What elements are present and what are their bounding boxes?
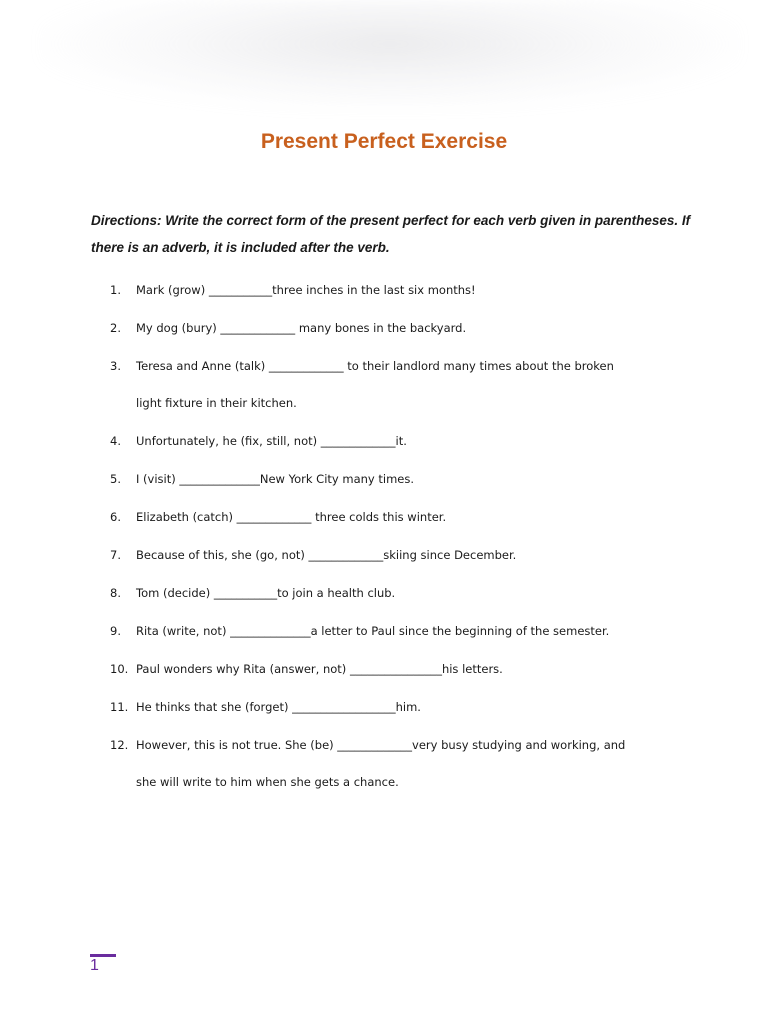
exercise-item-8: [110, 584, 710, 603]
item-line-1: He thinks that she (forget) __________________him.: [136, 700, 421, 714]
item-number: 6.: [110, 510, 121, 524]
item-line-1: However, this is not true. She (be) _____________very busy studying and working, and: [136, 738, 626, 752]
item-line-1: Teresa and Anne (talk) _____________ to their landlord many times about the broken: [136, 359, 614, 373]
item-line-1: Rita (write, not) ______________a letter to Paul since the beginning of the semester.: [136, 624, 610, 638]
item-line-2: light fixture in their kitchen.: [136, 396, 297, 410]
item-text: [136, 281, 696, 300]
exercise-item-5: [110, 470, 710, 489]
item-text: [136, 508, 696, 527]
item-text: [136, 432, 696, 451]
item-number: 8.: [110, 586, 121, 600]
item-text: [136, 319, 696, 338]
exercise-item-12: [110, 736, 710, 792]
item-number: 5.: [110, 472, 121, 486]
item-number: 7.: [110, 548, 121, 562]
page-title: Present Perfect Exercise: [260, 130, 508, 153]
item-line-1: Unfortunately, he (fix, still, not) _____________it.: [136, 434, 407, 448]
exercise-item-1: [110, 281, 710, 300]
item-number: 11.: [110, 700, 129, 714]
exercise-item-9: [110, 622, 710, 641]
exercise-item-3: [110, 357, 710, 413]
item-line-1: Tom (decide) ___________to join a health club.: [136, 586, 396, 600]
item-number: 12.: [110, 738, 129, 752]
item-line-1: Paul wonders why Rita (answer, not) ________________his letters.: [136, 662, 503, 676]
exercise-item-4: [110, 432, 710, 451]
item-text: [136, 584, 696, 603]
exercise-item-10: [110, 660, 710, 679]
item-line-2: she will write to him when she gets a chance.: [136, 775, 399, 789]
item-number: 1.: [110, 283, 121, 297]
item-text: [136, 357, 696, 413]
item-number: 10.: [110, 662, 129, 676]
item-text: [136, 546, 696, 565]
item-text: [136, 660, 696, 679]
item-line-1: Mark (grow) ___________three inches in the last six months!: [136, 283, 476, 297]
directions-text: Directions: Write the correct form of the present perfect for each verb given in parentheses. If there is an adverb, it is included after the verb.: [91, 213, 691, 255]
item-text: [136, 622, 696, 641]
exercise-item-11: [110, 698, 710, 717]
item-number: 3.: [110, 359, 121, 373]
exercise-item-7: [110, 546, 710, 565]
item-line-1: I (visit) ______________New York City many times.: [136, 472, 415, 486]
item-number: 2.: [110, 321, 121, 335]
item-text: [136, 470, 696, 489]
item-number: 9.: [110, 624, 121, 638]
item-text: [136, 736, 696, 792]
exercise-item-2: [110, 319, 710, 338]
item-text: [136, 698, 696, 717]
item-number: 4.: [110, 434, 121, 448]
exercise-item-6: [110, 508, 710, 527]
item-line-1: Elizabeth (catch) _____________ three colds this winter.: [136, 510, 447, 524]
item-line-1: My dog (bury) _____________ many bones in the backyard.: [136, 321, 467, 335]
exercise-list: [110, 281, 710, 811]
page-number: 1: [90, 954, 116, 974]
item-line-1: Because of this, she (go, not) _____________skiing since December.: [136, 548, 517, 562]
